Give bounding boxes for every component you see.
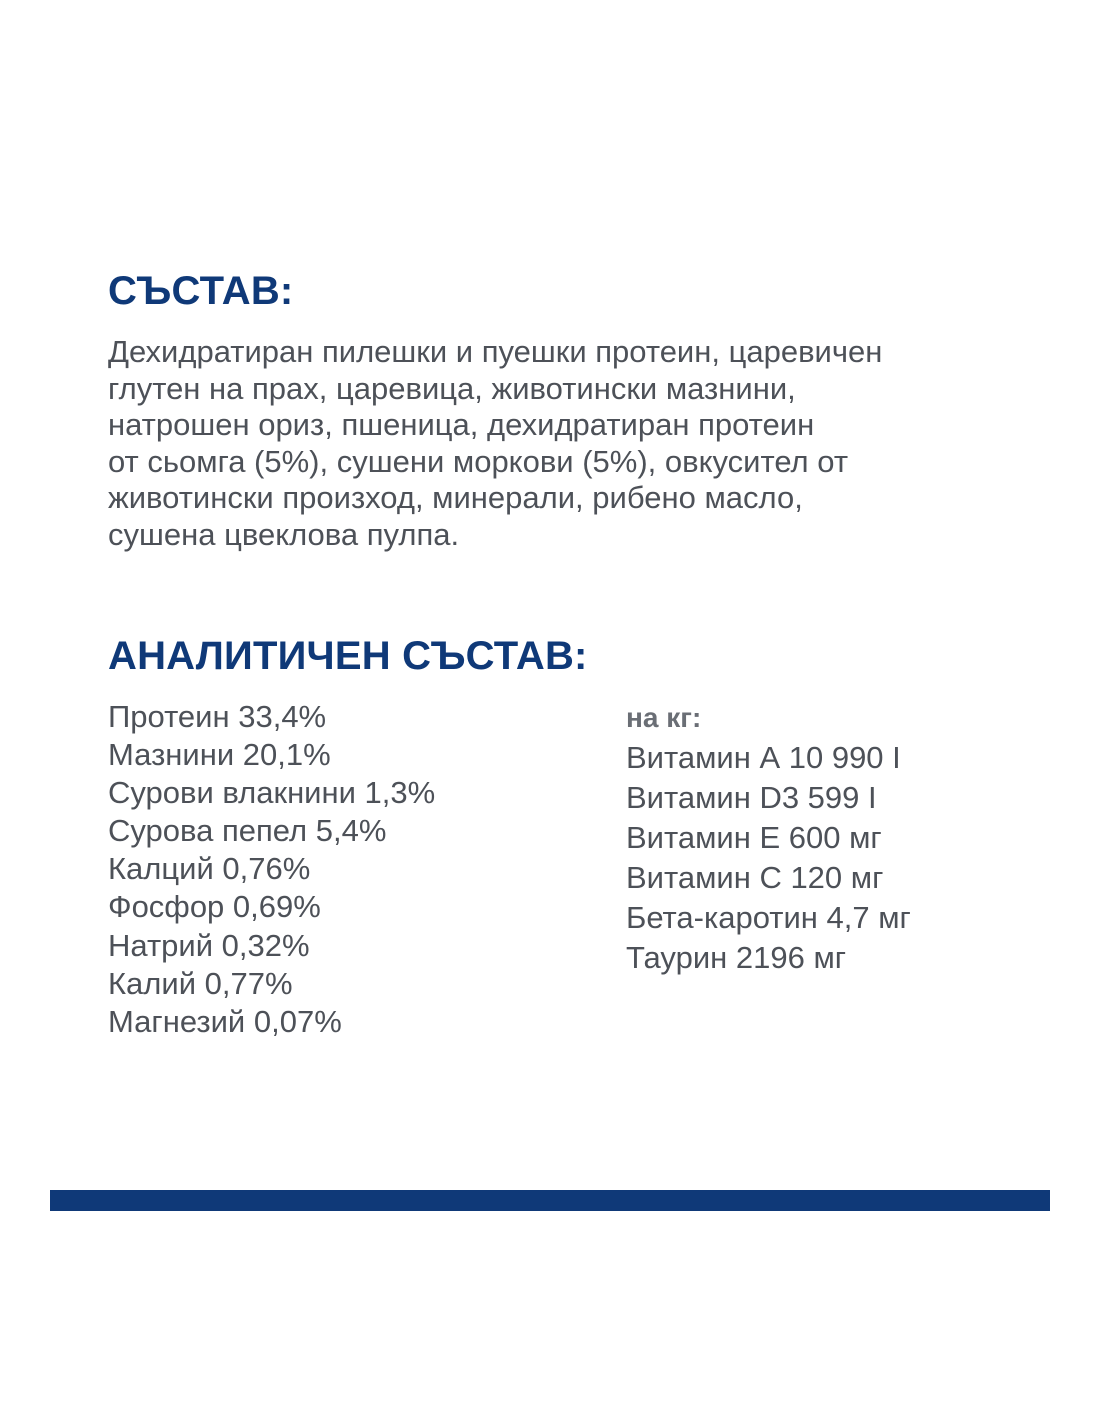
per-kg-item: Витамин D3 599 I [626,780,877,815]
bottom-divider-bar [50,1190,1050,1211]
per-kg-list [626,698,911,978]
composition-heading: СЪСТАВ: [108,269,294,313]
ingredients-line: натрошен ориз, пшеница, дехидратиран протеин [108,407,815,442]
ingredients-line: Дехидратиран пилешки и пуешки протеин, царевичен [108,334,883,369]
analytic-value-item: Фосфор 0,69% [108,889,321,925]
per-kg-item: Бета-каротин 4,7 мг [626,900,911,935]
ingredients-line: от сьомга (5%), сушени моркови (5%), овкусител от [108,443,849,479]
per-kg-heading: на кг: [626,702,702,733]
analytic-values-list [108,698,435,1041]
analytic-value-item: Магнезий 0,07% [108,1003,342,1039]
per-kg-item: Витамин А 10 990 I [626,740,901,775]
analytic-value-item: Мазнини 20,1% [108,737,331,773]
analytic-value-item: Калий 0,77% [108,965,293,1001]
ingredients-line: сушена цвеклова пулпа. [108,516,460,552]
analytic-value-item: Сурови влакнини 1,3% [108,775,436,811]
analytic-composition-heading: АНАЛИТИЧЕН СЪСТАВ: [108,634,588,678]
analytic-value-item: Натрий 0,32% [108,927,310,963]
ingredients-line: глутен на прах, царевица, животински мазнини, [108,370,796,406]
per-kg-item: Витамин Е 600 мг [626,820,882,855]
ingredients-paragraph [108,334,1068,553]
analytic-value-item: Протеин 33,4% [108,699,327,734]
per-kg-item: Витамин С 120 мг [626,860,884,895]
analytic-value-item: Калций 0,76% [108,851,311,887]
per-kg-item: Таурин 2196 мг [626,940,847,975]
analytic-value-item: Сурова пепел 5,4% [108,813,387,849]
ingredients-line: животински произход, минерали, рибено масло, [108,480,803,515]
